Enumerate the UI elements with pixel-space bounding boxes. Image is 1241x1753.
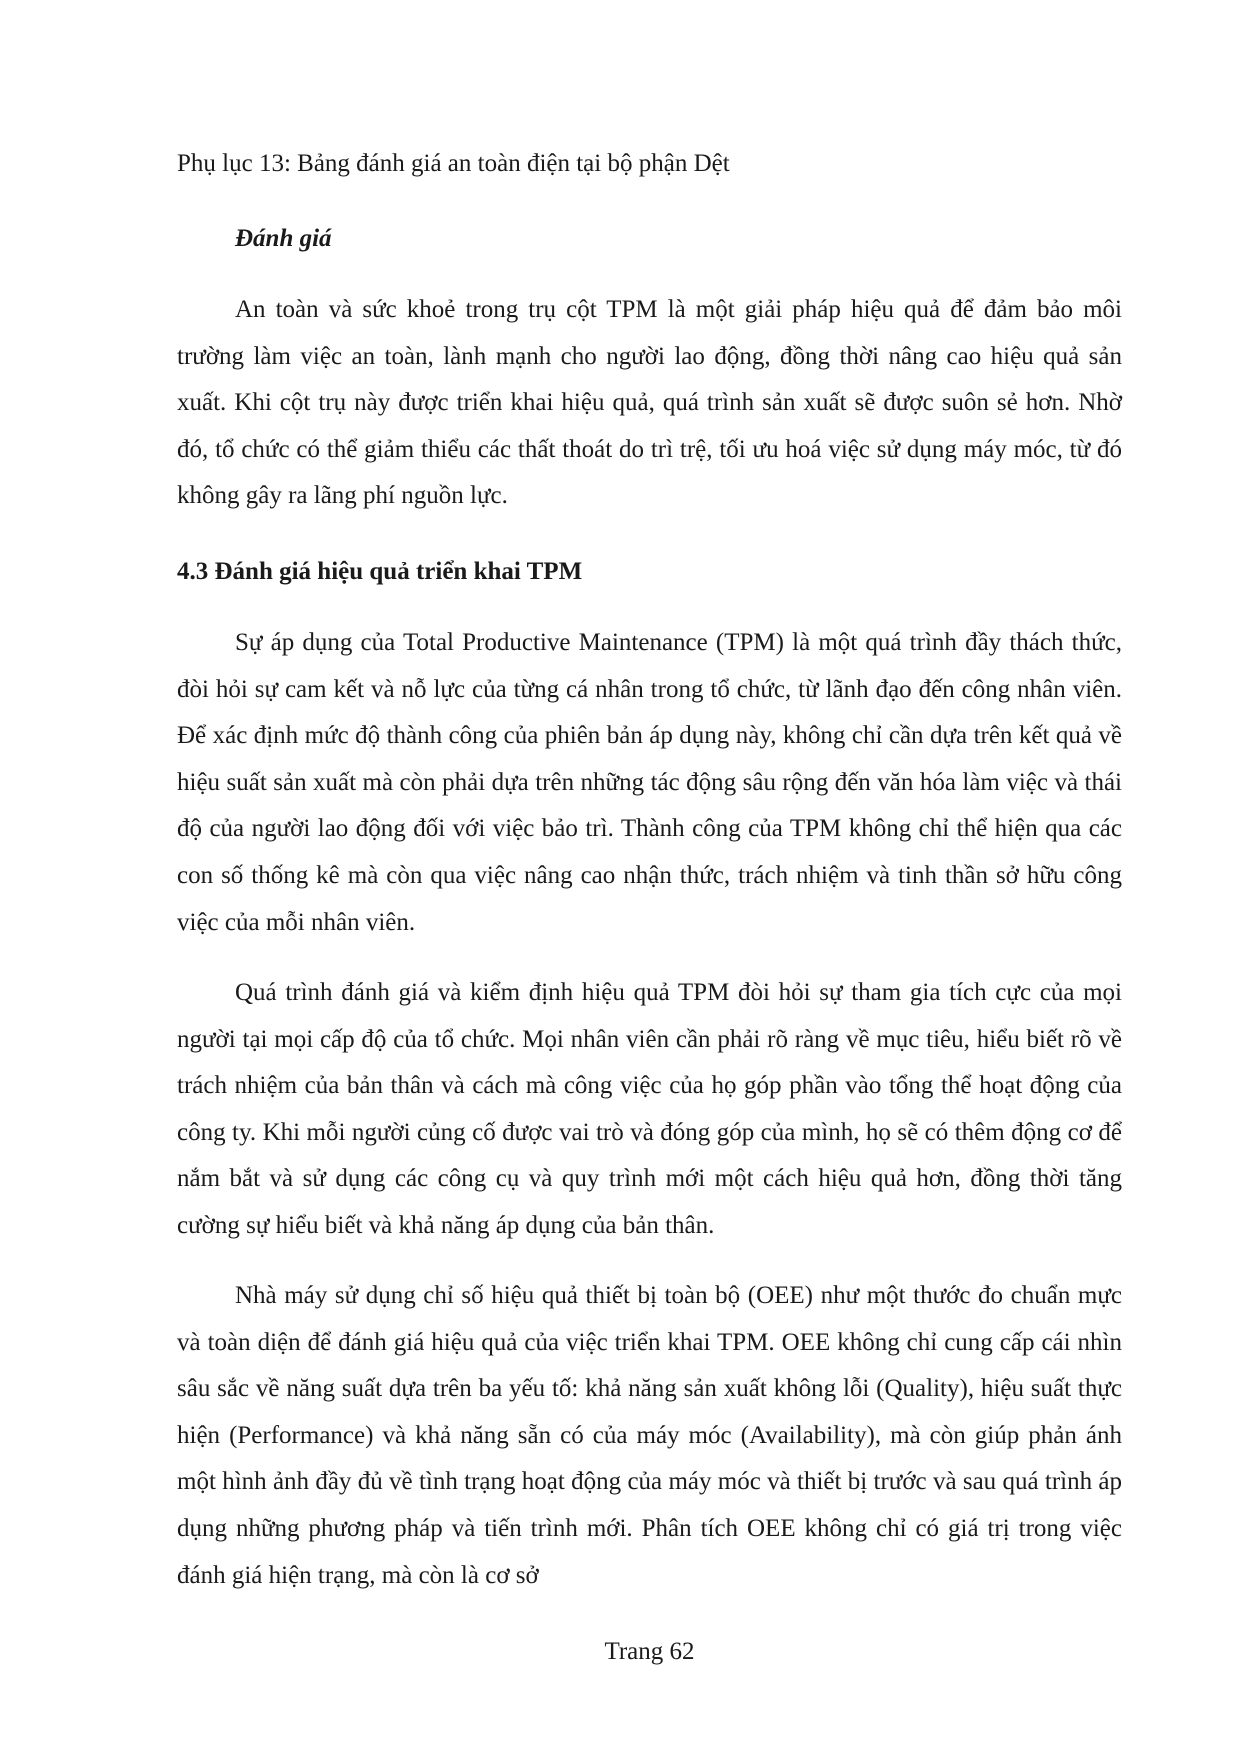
- section-heading-4-3: 4.3 Đánh giá hiệu quả triển khai TPM: [177, 558, 583, 585]
- paragraph-safety-health: An toàn và sức khoẻ trong trụ cột TPM là một giải pháp hiệu quả để đảm bảo môi trường làm việc an toàn, lành mạnh cho người lao động, đồng thời nâng cao hiệu quả sản xuất. Khi cột trụ này được triển khai hiệu quả, quá trình sản xuất sẽ được suôn sẻ hơn. Nhờ đó, tổ chức có thể giảm thiểu các thất thoát do trì trệ, tối ưu hoá việc sử dụng máy móc, từ đó không gây ra lãng phí nguồn lực.: [177, 296, 1122, 510]
- paragraph-tpm-application: Sự áp dụng của Total Productive Maintenance (TPM) là một quá trình đầy thách thức, đòi hỏi sự cam kết và nỗ lực của từng cá nhân trong tổ chức, từ lãnh đạo đến công nhân viên. Để xác định mức độ thành công của phiên bản áp dụng này, không chỉ cần dựa trên kết quả về hiệu suất sản xuất mà còn phải dựa trên những tác động sâu rộng đến văn hóa làm việc và thái độ của người lao động đối với việc bảo trì. Thành công của TPM không chỉ thể hiện qua các con số thống kê mà còn qua việc nâng cao nhận thức, trách nhiệm và tinh thần sở hữu công việc của mỗi nhân viên.: [177, 629, 1122, 936]
- evaluation-subheading: Đánh giá: [235, 225, 332, 252]
- paragraph-tpm-evaluation: Quá trình đánh giá và kiểm định hiệu quả TPM đòi hỏi sự tham gia tích cực của mọi người tại mọi cấp độ của tổ chức. Mọi nhân viên cần phải rõ ràng về mục tiêu, hiểu biết rõ về trách nhiệm của bản thân và cách mà công việc của họ góp phần vào tổng thể hoạt động của công ty. Khi mỗi người củng cố được vai trò và đóng góp của mình, họ sẽ có thêm động cơ để nắm bắt và sử dụng các công cụ và quy trình mới một cách hiệu quả hơn, đồng thời tăng cường sự hiểu biết và khả năng áp dụng của bản thân.: [177, 979, 1122, 1239]
- document-page: [177, 0, 1122, 1753]
- page-number: Trang 62: [604, 1638, 695, 1665]
- appendix-caption: Phụ lục 13: Bảng đánh giá an toàn điện tại bộ phận Dệt: [177, 150, 730, 177]
- paragraph-oee: Nhà máy sử dụng chỉ số hiệu quả thiết bị toàn bộ (OEE) như một thước đo chuẩn mực và toàn diện để đánh giá hiệu quả của việc triển khai TPM. OEE không chỉ cung cấp cái nhìn sâu sắc về năng suất dựa trên ba yếu tố: khả năng sản xuất không lỗi (Quality), hiệu suất thực hiện (Performance) và khả năng sẵn có của máy móc (Availability), mà còn giúp phản ánh một hình ảnh đầy đủ về tình trạng hoạt động của máy móc và thiết bị trước và sau quá trình áp dụng những phương pháp và tiến trình mới. Phân tích OEE không chỉ có giá trị trong việc đánh giá hiện trạng, mà còn là cơ sở: [177, 1282, 1122, 1589]
